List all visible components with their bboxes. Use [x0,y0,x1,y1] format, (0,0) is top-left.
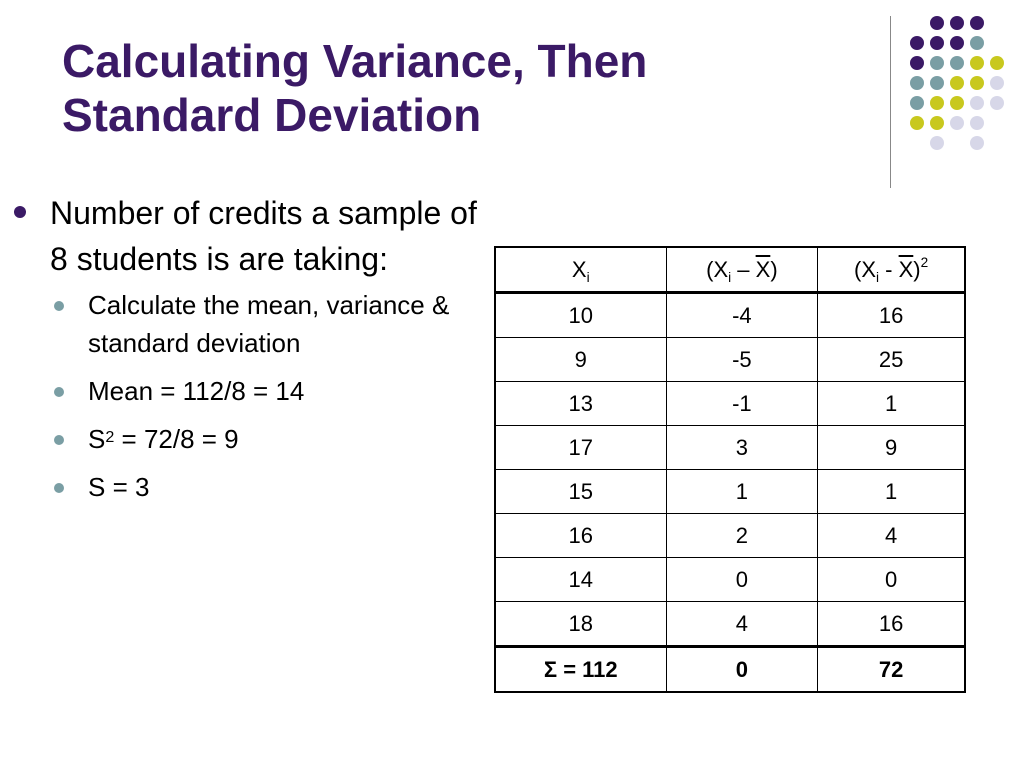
cell-deviation: 0 [666,558,818,602]
cell-squared: 25 [818,338,965,382]
table-row [495,514,965,558]
decorative-dot [970,136,984,150]
sub-bullet-dot-icon [54,301,64,311]
cell-deviation: 4 [666,602,818,647]
header-deviation: $(X_i - \overline{X})$ [666,247,818,293]
table-row [495,382,965,426]
decorative-dot [990,76,1004,90]
decorative-dot [970,56,984,70]
decorative-dot [930,36,944,50]
sub-bullet-dot-icon [54,483,64,493]
cell-squared: 9 [818,426,965,470]
cell-deviation: 2 [666,514,818,558]
table-header-row [495,247,965,293]
decorative-dot [950,96,964,110]
cell-xi: 13 [495,382,666,426]
cell-xi: 15 [495,470,666,514]
sub-bullet-calculate [12,286,482,362]
bullet-list [12,190,482,516]
cell-squared: 1 [818,382,965,426]
table-row [495,426,965,470]
table-total-row [495,647,965,693]
table-row [495,558,965,602]
header-xi: $X_i$ [495,247,666,293]
cell-deviation: 3 [666,426,818,470]
cell-deviation: -5 [666,338,818,382]
sub-bullet-mean-text: Mean = 112/8 = 14 [88,376,305,406]
cell-xi: 16 [495,514,666,558]
table-row [495,293,965,338]
decorative-dot [930,136,944,150]
decorative-dot [930,16,944,30]
decorative-dot [910,96,924,110]
slide-title [62,34,862,142]
sub-bullet-dot-icon [54,435,64,445]
variance-symbol: S [88,424,106,454]
bullet-main-text: Number of credits a sample of 8 students is are taking: [50,195,477,277]
slide-title-line-2: Standard Deviation [62,89,482,141]
total-xi: Σ = 112 [495,647,666,693]
decorative-dot [930,76,944,90]
cell-squared: 4 [818,514,965,558]
decorative-dot [950,36,964,50]
cell-squared: 1 [818,470,965,514]
decorative-dot [970,116,984,130]
decorative-dot [970,96,984,110]
variance-exponent: 2 [105,428,115,446]
decorative-dot [930,116,944,130]
variance-table [494,246,966,693]
cell-deviation: 1 [666,470,818,514]
sub-bullet-std-dev-text: S = 3 [88,472,150,502]
cell-xi: 17 [495,426,666,470]
total-deviation: 0 [666,647,818,693]
decorative-dot [990,56,1004,70]
cell-squared: 16 [818,293,965,338]
decorative-dot [970,16,984,30]
decorative-divider [890,16,891,188]
decorative-dot [910,76,924,90]
sub-bullet-variance [12,420,482,458]
decorative-dot [990,96,1004,110]
table-row [495,338,965,382]
table-row [495,470,965,514]
cell-xi: 9 [495,338,666,382]
decorative-dot [970,76,984,90]
cell-xi: 18 [495,602,666,647]
table-row [495,602,965,647]
sub-bullet-dot-icon [54,387,64,397]
cell-deviation: -1 [666,382,818,426]
sub-bullet-list [12,286,482,506]
decorative-dot [950,56,964,70]
sub-bullet-std-dev [12,468,482,506]
cell-deviation: -4 [666,293,818,338]
decorative-dot [970,36,984,50]
slide-title-line-1: Calculating Variance, Then [62,35,648,87]
cell-xi: 14 [495,558,666,602]
sub-bullet-mean [12,372,482,410]
decorative-dot [950,116,964,130]
sub-bullet-calculate-text: Calculate the mean, variance & standard deviation [88,290,450,358]
decorative-dot [950,76,964,90]
decorative-dot [910,36,924,50]
decorative-dot [910,56,924,70]
cell-xi: 10 [495,293,666,338]
decorative-dot [910,116,924,130]
cell-squared: 16 [818,602,965,647]
cell-squared: 0 [818,558,965,602]
decorative-dot [930,96,944,110]
decorative-dot [950,16,964,30]
header-squared-deviation: $(X_i - \overline{X})^2$ [818,247,965,293]
variance-value-text: = 72/8 = 9 [114,424,239,454]
total-squared: 72 [818,647,965,693]
decorative-dot [930,56,944,70]
bullet-dot-icon [14,206,26,218]
bullet-main [12,190,482,282]
